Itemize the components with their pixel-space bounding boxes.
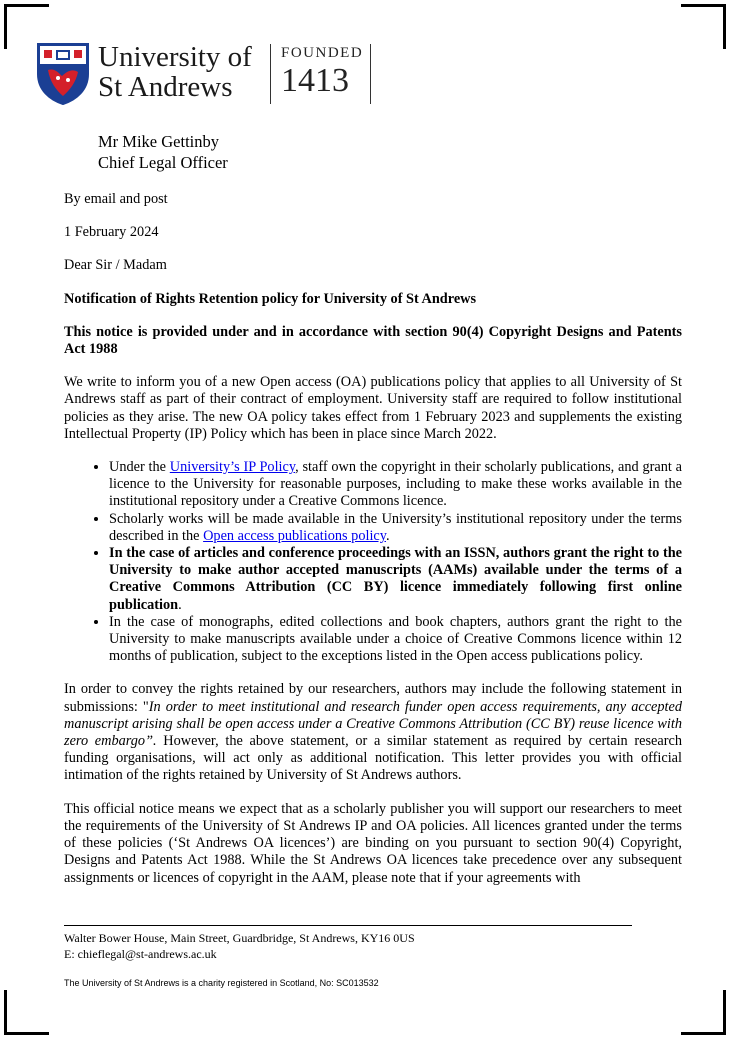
letter-subject: Notification of Rights Retention policy for University of St Andrews bbox=[64, 290, 477, 307]
crop-mark-top-right bbox=[681, 4, 726, 49]
legal-basis: This notice is provided under and in accordance with section 90(4) Copyright Designs and Patents Act 1988 bbox=[64, 323, 682, 358]
bullet-monographs: • In the case of monographs, edited collections and book chapters, authors grant the right to the University to make manuscripts available under a choice of Creative Commons licence within 12 months of publication, subject to the exceptions listed in the Open access publications policy. bbox=[109, 614, 682, 666]
ip-policy-link[interactable]: University’s IP Policy bbox=[169, 459, 296, 476]
university-logo bbox=[36, 42, 376, 108]
sender-name: Mr Mike Gettinby bbox=[98, 132, 219, 151]
founded-year: 1413 bbox=[281, 62, 349, 99]
policy-bullets bbox=[64, 459, 682, 665]
statement-paragraph: In order to convey the rights retained by our researchers, authors may include the following statement in submissions: "In order to meet institutional and research funder open access requirements, any accepted manuscript arising shall be open access under a Creative Commons Attribution (CC BY) reuse licence with zero embargo”. However, the above statement, or a similar statement as required by certain research funding organisations, will act only as additional notification. This letter provides you with official intimation of the rights retained by University of St Andrews authors. bbox=[64, 681, 683, 784]
letter-body bbox=[64, 191, 682, 903]
salutation: Dear Sir / Madam bbox=[64, 257, 167, 274]
footer-divider bbox=[64, 925, 632, 926]
bullet-ip-policy: • Under the University’s IP Policy, staff own the copyright in their scholarly publications, and grant a licence to the University for reasonable purposes, including to make these works available in the institutional repository under a Creative Commons licence. bbox=[109, 459, 682, 511]
university-name-line2: St Andrews bbox=[98, 71, 233, 103]
bullet-articles: • In the case of articles and conference proceedings with an ISSN, authors grant the right to the University to make author accepted manuscripts (AAMs) available under the terms of a Creative Commons Attribution (CC BY) licence immediately following first online publication. bbox=[109, 545, 682, 614]
bullet-repository: • Scholarly works will be made available in the University’s institutional repository under the terms described in the Open access publications policy. bbox=[109, 511, 682, 545]
founded-label: FOUNDED bbox=[281, 45, 364, 61]
footer-email: E: chieflegal@st-andrews.ac.uk bbox=[64, 946, 217, 961]
footer-address: Walter Bower House, Main Street, Guardbridge, St Andrews, KY16 0US bbox=[64, 931, 415, 945]
footer-address-block bbox=[64, 931, 415, 962]
university-name bbox=[98, 42, 252, 102]
sender-title: Chief Legal Officer bbox=[98, 153, 228, 172]
founded-block bbox=[270, 44, 363, 104]
sender-block bbox=[98, 131, 228, 173]
charity-notice: The University of St Andrews is a charity registered in Scotland, No: SC013532 bbox=[64, 978, 379, 988]
rights-statement: In order to meet institutional and research funder open access requirements, any accepted manuscript arising shall be open access under a Creative Commons Attribution (CC BY) reuse licence with zero embargo”. bbox=[64, 698, 683, 750]
crop-mark-bottom-right bbox=[681, 990, 726, 1035]
official-notice-paragraph: This official notice means we expect that as a scholarly publisher you will support our researchers to meet the requirements of the University of St Andrews IP and OA policies. All licences granted under the terms of these policies (‘St Andrews OA licences’) are binding on you pursuant to section 90(4) Copyright, Designs and Patents Act 1988. While the St Andrews OA licences take precedence over any subsequent assignments or licences of copyright in the AAM, please note that if your agreements with bbox=[64, 800, 682, 886]
letter-date: 1 February 2024 bbox=[64, 224, 159, 241]
crop-mark-bottom-left bbox=[4, 990, 49, 1035]
university-name-line1: University of bbox=[98, 41, 252, 73]
crest-shield-icon bbox=[36, 42, 90, 106]
intro-paragraph: We write to inform you of a new Open access (OA) publications policy that applies to all University of St Andrews staff as part of their contract of employment. University staff are required to follow institutional policies as they arise. The new OA policy takes effect from 1 February 2023 and supplements the existing Intellectual Property (IP) Policy which has been in place since March 2022. bbox=[64, 374, 682, 442]
letterhead-divider bbox=[370, 44, 371, 104]
oa-policy-link[interactable]: Open access publications policy bbox=[203, 527, 386, 544]
delivery-method: By email and post bbox=[64, 191, 168, 207]
